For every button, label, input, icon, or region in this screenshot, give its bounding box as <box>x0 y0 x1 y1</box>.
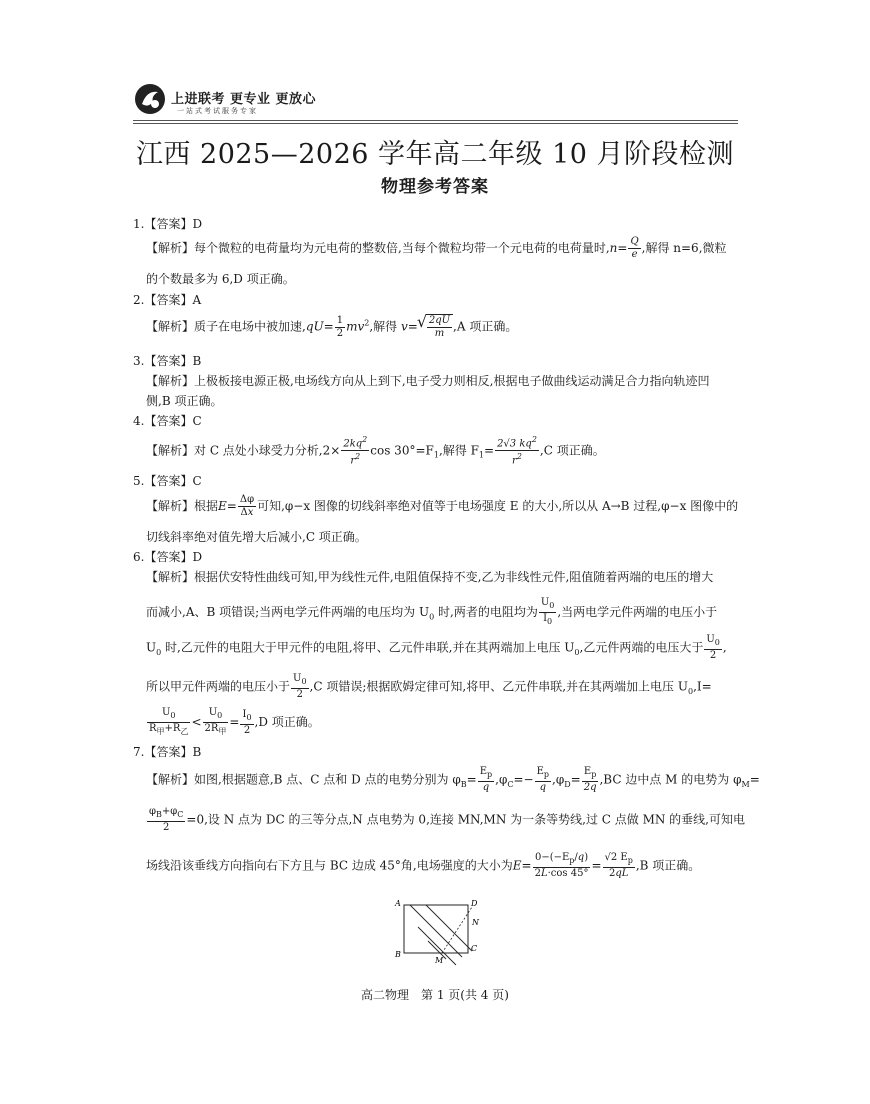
q5-line2: 切线斜率绝对值先增大后减小,C 项正确。 <box>146 530 367 544</box>
label-c: C <box>471 944 478 953</box>
q3-answer: 3.【答案】B <box>133 354 202 368</box>
q6-line3: $U_0$ 时,乙元件的电阻大于甲元件的电阻,将甲、乙元件串联,并在其两端加上电压 $U_0$,乙元件两端的电压大于 $\frac{U_0}{2}$ , <box>146 634 727 661</box>
q7-answer: 7.【答案】B <box>133 745 202 759</box>
q1-answer: 1.【答案】D <box>133 217 203 231</box>
q1-line2: 的个数最多为 6,D 项正确。 <box>146 272 295 286</box>
header-rule <box>133 120 738 121</box>
q7-line2: $\frac{\varphi_B+\varphi_C}{2}$ =0,设 N 点为 DC 的三等分点,N 点电势为 0,连接 MN,MN 为一条等势线,过 C 点做 MN 的垂线,可知电 <box>149 806 745 833</box>
q6-line2: 而减小,A、B 项错误;当两电学元件两端的电压均为 $U_0$ 时,两者的电阻均为 $\frac{U_0}{I_0}$ ,当两电学元件两端的电压小于 <box>146 597 718 626</box>
label-a: A <box>395 899 401 908</box>
q6-answer: 6.【答案】D <box>133 550 203 564</box>
q3-line2: 侧,B 项正确。 <box>146 394 223 408</box>
q6-line1: 【解析】根据伏安特性曲线可知,甲为线性元件,电阻值保持不变,乙为非线性元件,阻值随着两端的电压的增大 <box>146 570 714 584</box>
q5-answer: 5.【答案】C <box>133 474 202 488</box>
page-title: 江西 2025—2026 学年高二年级 10 月阶段检测 <box>135 139 735 170</box>
q1-line1: 【解析】每个微粒的电荷量均为元电荷的整数倍,当每个微粒均带一个元电荷的电荷量时,n= $\frac{Q}{e}$ ,解得 n=6,微粒 <box>146 236 727 260</box>
page-footer: 高二物理 第 1 页(共 4 页) <box>361 988 509 1002</box>
field-diagram <box>390 895 485 970</box>
q2-answer: 2.【答案】A <box>133 293 202 307</box>
subslogan: 一站式考试服务专家 <box>177 107 258 115</box>
q2-line1: 【解析】质子在电场中被加速,qU= $\frac{1}{2}$ $mv^2$,解得 v= √ $\frac{2qU}{m}$ ,A 项正确。 <box>146 314 517 340</box>
q7-line1: 【解析】如图,根据题意,B 点、C 点和 D 点的电势分别为 $\varphi_B=$ $\frac{E_p}{q}$ $,\varphi_C=-$ $\frac{E_p}{q}$ $,\varphi_D=$ $\frac{E_p}{2q}$ ,BC 边中点 M 的电势为 $\varphi_M=$ <box>146 766 760 793</box>
label-d: D <box>471 899 478 908</box>
page-subtitle: 物理参考答案 <box>381 177 489 197</box>
header-rule-2 <box>133 123 738 124</box>
q6-line5: $\frac{U_0}{R_甲+R_乙}$ < $\frac{U_0}{2R_甲}$ = $\frac{I_0}{2}$ ,D 项正确。 <box>149 707 320 736</box>
q3-line1: 【解析】上极板接电源正极,电场线方向从上到下,电子受力则相反,根据电子做曲线运动满足合力指向轨迹凹 <box>146 374 710 388</box>
label-m: M <box>435 956 444 965</box>
label-b: B <box>395 950 401 959</box>
q6-line4: 所以甲元件两端的电压小于 $\frac{U_0}{2}$ ,C 项错误;根据欧姆定律可知,将甲、乙元件串联,并在其两端加上电压 $U_0,I=$ <box>146 673 712 700</box>
q7-line3: 场线沿该垂线方向指向右下方且与 BC 边成 45°角,电场强度的大小为E= $\frac{0-(-E_p/q)}{2L\cdot\cos 45^\circ}$ = $\frac{√2 E_p}{2qL}$ ,B 项正确。 <box>146 852 701 879</box>
q5-line1: 【解析】根据E= $\frac{\Delta\varphi}{\Delta x}$ 可知,φ−x 图像的切线斜率绝对值等于电场强度 E 的大小,所以从 A→B 过程,φ−x 图像中的 <box>146 494 739 518</box>
q4-line1: 【解析】对 C 点处小球受力分析,2× $\frac{2kq^2}{r^2}$ $\cos 30^\circ=F_1$,解得 $F_1=$ $\frac{2√3 kq^2}{r^2}$ ,C 项正确。 <box>146 435 605 467</box>
label-n: N <box>472 918 479 927</box>
q4-answer: 4.【答案】C <box>133 414 202 428</box>
slogan: 上进联考 更专业 更放心 <box>171 92 317 107</box>
logo-icon <box>133 82 167 116</box>
